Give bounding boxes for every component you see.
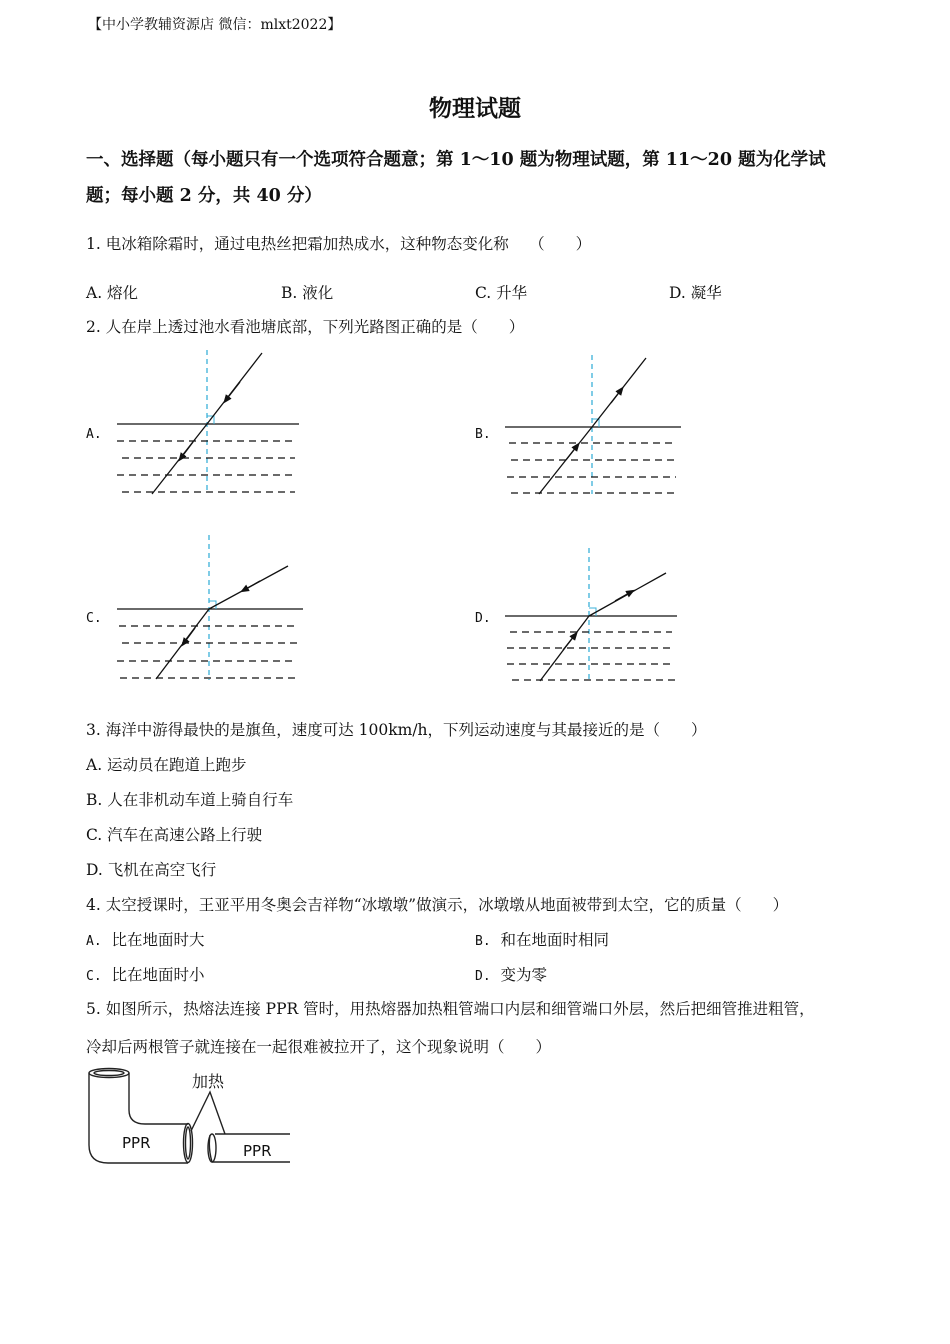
q3-option-d: D. 飞机在高空飞行 <box>86 861 217 879</box>
diagram-c <box>117 535 303 680</box>
q4-option-a <box>86 928 205 950</box>
q4-option-b-text: 和在地面时相同 <box>500 931 610 949</box>
section-heading-line1: 一、选择题（每小题只有一个选项符合题意；第 1～10 题为物理试题，第 11～20 题为化学试 <box>86 150 826 170</box>
q2-option-d-label: D. <box>475 611 491 626</box>
diagram-b <box>505 355 681 494</box>
section-heading <box>86 142 876 214</box>
ppr-thick-pipe-label: PPR <box>122 1134 151 1152</box>
ppr-heat-label: 加热 <box>192 1072 225 1091</box>
question-5-stem-line1: 5. 如图所示，热熔法连接 PPR 管时，用热熔器加热粗管端口内层和细管端口外层，然后把细管推进粗管， <box>86 1000 815 1018</box>
q4-option-c-text: 比在地面时小 <box>111 966 205 984</box>
question-4-stem: 4. 太空授课时，王亚平用冬奥会吉祥物“冰墩墩”做演示，冰墩墩从地面被带到太空，它的质量（ ） <box>86 896 789 914</box>
ppr-thin-pipe-label: PPR <box>243 1142 272 1160</box>
question-2-stem: 2. 人在岸上透过池水看池塘底部，下列光路图正确的是（ ） <box>86 318 525 336</box>
q4-option-c-letter: C. <box>86 969 102 984</box>
question-1-stem: 1. 电冰箱除霜时，通过电热丝把霜加热成水，这种物态变化称 （ ） <box>86 235 592 253</box>
page-title: 物理试题 <box>429 95 521 122</box>
q4-option-b-letter: B. <box>475 934 491 949</box>
q3-option-b: B. 人在非机动车道上骑自行车 <box>86 791 294 809</box>
q4-option-d <box>475 963 547 985</box>
question-3-stem: 3. 海洋中游得最快的是旗鱼，速度可达 100km/h，下列运动速度与其最接近的是（ ） <box>86 721 707 739</box>
diagram-d <box>505 548 677 682</box>
q4-option-a-text: 比在地面时大 <box>111 931 205 949</box>
question-5-stem-line2: 冷却后两根管子就连接在一起很难被拉开了，这个现象说明（ ） <box>86 1038 552 1056</box>
q1-option-d: D. 凝华 <box>669 284 722 302</box>
q1-option-c: C. 升华 <box>475 284 528 302</box>
q4-option-a-letter: A. <box>86 934 102 949</box>
q4-option-d-text: 变为零 <box>500 966 548 984</box>
q3-option-a: A. 运动员在跑道上跑步 <box>86 756 247 774</box>
q2-option-c-label: C. <box>86 611 102 626</box>
section-heading-line2: 题；每小题 2 分，共 40 分） <box>86 186 322 206</box>
q2-option-a-label: A. <box>86 427 102 442</box>
q4-option-c <box>86 963 205 985</box>
header-note: 【中小学教辅资源店 微信：mlxt2022】 <box>88 17 342 33</box>
diagram-a <box>117 350 299 494</box>
q1-option-b: B. 液化 <box>281 284 334 302</box>
q4-option-d-letter: D. <box>475 969 491 984</box>
q1-option-a: A. 熔化 <box>86 284 139 302</box>
q2-option-b-label: B. <box>475 427 491 442</box>
q3-option-c: C. 汽车在高速公路上行驶 <box>86 826 263 844</box>
q4-option-b <box>475 928 609 950</box>
